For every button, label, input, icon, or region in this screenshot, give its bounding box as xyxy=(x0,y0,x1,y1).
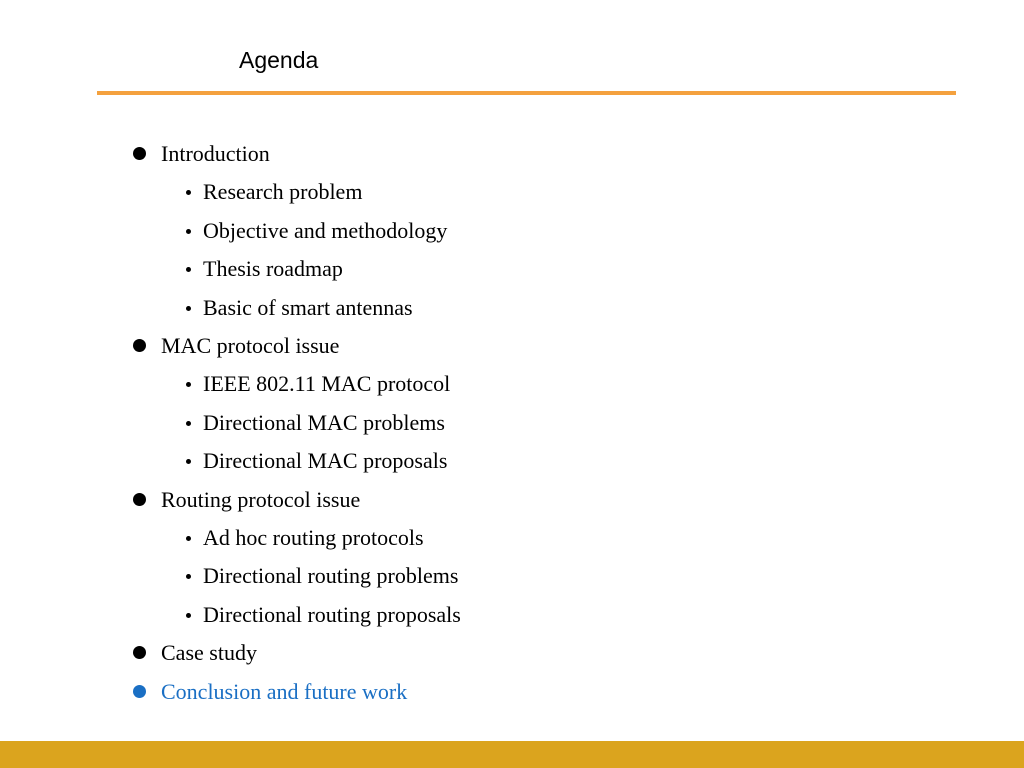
agenda-item-label: IEEE 802.11 MAC protocol xyxy=(203,371,451,397)
bullet-small-dot-icon xyxy=(186,421,191,426)
agenda-item-label: Basic of smart antennas xyxy=(203,294,413,320)
bullet-small-dot-icon xyxy=(186,536,191,541)
bullet-dot-icon xyxy=(133,493,146,506)
agenda-item-label: Conclusion and future work xyxy=(161,678,408,704)
bullet-dot-icon xyxy=(133,147,146,160)
bullet-small-dot-icon xyxy=(186,382,191,387)
agenda-item-label: Research problem xyxy=(203,179,363,205)
agenda-item-label: Ad hoc routing protocols xyxy=(203,525,424,550)
agenda-item-label: Introduction xyxy=(161,141,270,166)
footer-bar xyxy=(0,741,1024,768)
bullet-small-dot-icon xyxy=(186,574,191,579)
agenda-item-label: Case study xyxy=(161,640,257,666)
bullet-small-dot-icon xyxy=(186,229,191,234)
slide-title: Agenda xyxy=(239,47,319,73)
bullet-small-dot-icon xyxy=(186,267,191,272)
bullet-small-dot-icon xyxy=(186,613,191,618)
bullet-dot-icon xyxy=(133,685,146,698)
agenda-item-label: MAC protocol issue xyxy=(161,333,340,358)
agenda-item-label: Objective and methodology xyxy=(203,217,448,243)
bullet-small-dot-icon xyxy=(186,459,191,464)
bullet-small-dot-icon xyxy=(186,306,191,311)
bullet-dot-icon xyxy=(133,646,146,659)
agenda-item-label: Directional MAC problems xyxy=(203,409,445,435)
agenda-item-label: Directional routing problems xyxy=(203,563,459,589)
agenda-item-label: Directional MAC proposals xyxy=(203,448,448,474)
agenda-item-label: Directional routing proposals xyxy=(203,601,461,627)
agenda-item-label: Thesis roadmap xyxy=(203,256,343,282)
bullet-dot-icon xyxy=(133,339,146,352)
bullet-small-dot-icon xyxy=(186,190,191,195)
agenda-item-label: Routing protocol issue xyxy=(161,486,361,512)
